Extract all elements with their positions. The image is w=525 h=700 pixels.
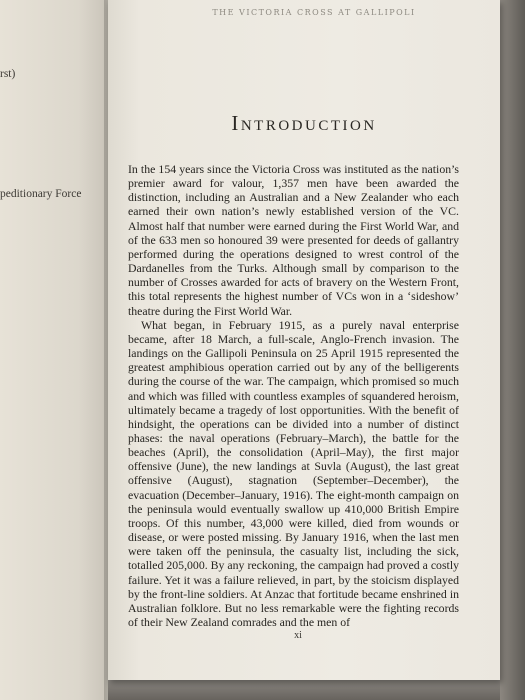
paragraph: What began, in February 1915, as a purely naval enterprise became, after 18 March, a full-scale, Anglo-French invasion. The landings on the Gallipoli Peninsula on 25 April 1915 represented the greatest amphibious operation carried out by any of the belligerents during the course of the war. The campaign, which promised so much and which was filled with countless examples of squandered heroism, ultimately became a tragedy of lost opportunities. With the benefit of hindsight, the operations can be divided into a number of distinct phases: the naval operations (February–March), the battle for the beaches (April), the consolidation (April–May), the first major offensive (June), the new landings at Suvla (August), the last great offensive (August), stagnation (September–December), the evacuation (December–January, 1916). The eight-month campaign on the peninsula would eventually swallow up 410,000 British Empire troops. Of this number, 43,000 were killed, died from wounds or disease, or were posted missing. By January 1916, when the last men were taken off the peninsula, the casualty list, including the sick, totalled 205,000. By any reckoning, the campaign had proved a costly failure. Yet it was a failure relieved, in part, by the stoicism displayed by the front-line soldiers. At Anzac that fortitude became enshrined in Australian folklore. But no less remarkable were the fighting records of their New Zealand comrades and the men of (128, 317, 459, 629)
left-page (0, 0, 112, 700)
paragraph: In the 154 years since the Victoria Cross was instituted as the nation’s premier award for valour, 1,357 men have been awarded the distinction, including an Australian and a New Zealander who each earned their own nation’s newly established version of the VC. Almost half that number were earned during the First World War, and of the 633 men so honoured 39 were presented for deeds of gallantry performed during the operations designed to wrest control of the Dardanelles from the Turks. Although small by comparison to the number of Crosses awarded for acts of bravery on the Western Front, this total represents the highest number of VCs won in a ‘sideshow’ theatre during the First World War. (128, 162, 459, 318)
page-number: xi (294, 630, 302, 641)
running-head: THE VICTORIA CROSS AT GALLIPOLI (212, 8, 416, 17)
body-text (128, 162, 459, 629)
background-edge (500, 0, 525, 700)
chapter-title: Introduction (231, 111, 377, 135)
background-bottom (108, 680, 500, 700)
right-page (108, 0, 500, 680)
left-page-fragment: rst) (0, 68, 16, 80)
left-page-fragment: peditionary Force (0, 188, 82, 200)
